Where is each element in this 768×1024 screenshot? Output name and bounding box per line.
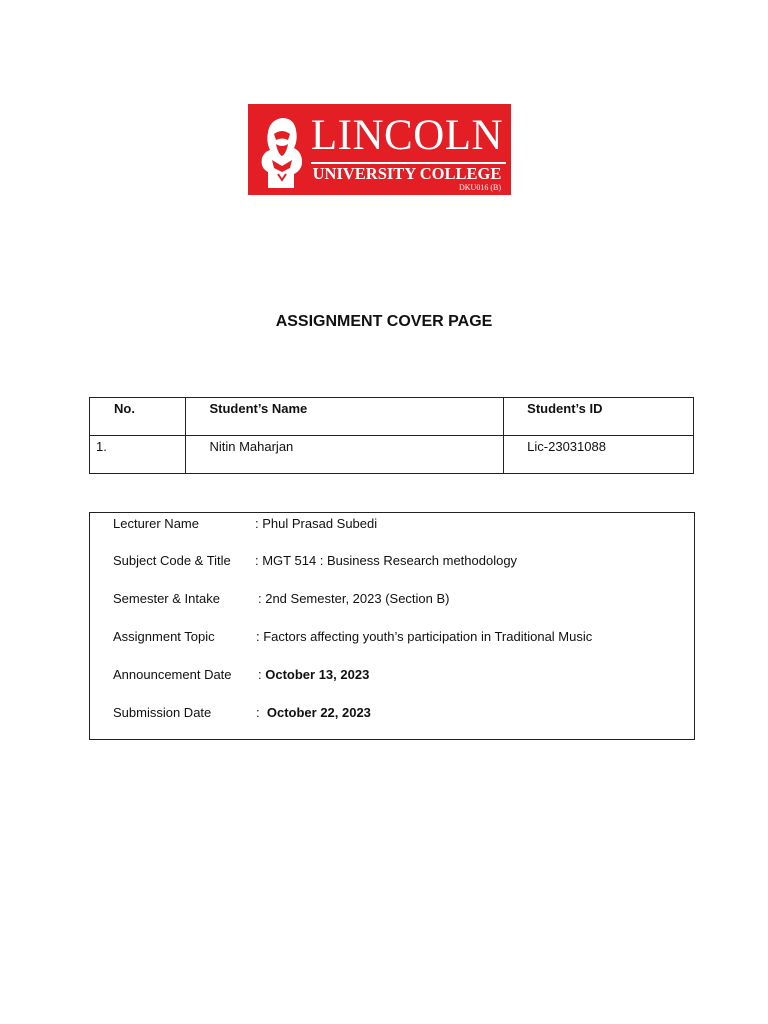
- cell-no: 1.: [90, 436, 186, 474]
- detail-value: : 2nd Semester, 2023 (Section B): [258, 591, 450, 606]
- cell-student-id: Lic-23031088: [504, 436, 694, 474]
- announcement-date: October 13, 2023: [265, 667, 370, 682]
- detail-label: Subject Code & Title: [113, 553, 231, 568]
- submission-date: October 22, 2023: [266, 705, 371, 720]
- college-logo: [248, 104, 511, 195]
- header-no: No.: [90, 398, 186, 436]
- cell-student-name: Nitin Maharjan: [186, 436, 504, 474]
- logo-code: DKU016 (B): [459, 183, 501, 192]
- detail-label: Lecturer Name: [113, 516, 199, 531]
- detail-value: : MGT 514 : Business Research methodology: [255, 553, 518, 568]
- detail-label: Semester & Intake: [113, 591, 220, 606]
- header-student-name: Student’s Name: [186, 398, 504, 436]
- detail-value: : October 22, 2023: [256, 705, 371, 720]
- logo-wordmark: LINCOLN: [310, 112, 504, 159]
- detail-value: : Factors affecting youth’s participation in Traditional Music: [256, 629, 593, 644]
- table-row: [90, 436, 694, 474]
- logo-subtitle: UNIVERSITY COLLEGE: [312, 164, 502, 183]
- detail-label: Submission Date: [113, 705, 212, 720]
- assignment-details-box: [89, 512, 695, 740]
- page-title: ASSIGNMENT COVER PAGE: [275, 313, 493, 330]
- lincoln-bust-icon: [254, 110, 310, 190]
- detail-value: : Phul Prasad Subedi: [255, 516, 378, 531]
- students-table: [89, 397, 694, 474]
- table-header-row: [90, 398, 694, 436]
- detail-label: Announcement Date: [113, 667, 232, 682]
- header-student-id: Student’s ID: [504, 398, 694, 436]
- detail-value: : October 13, 2023: [258, 667, 370, 682]
- detail-label: Assignment Topic: [113, 629, 215, 644]
